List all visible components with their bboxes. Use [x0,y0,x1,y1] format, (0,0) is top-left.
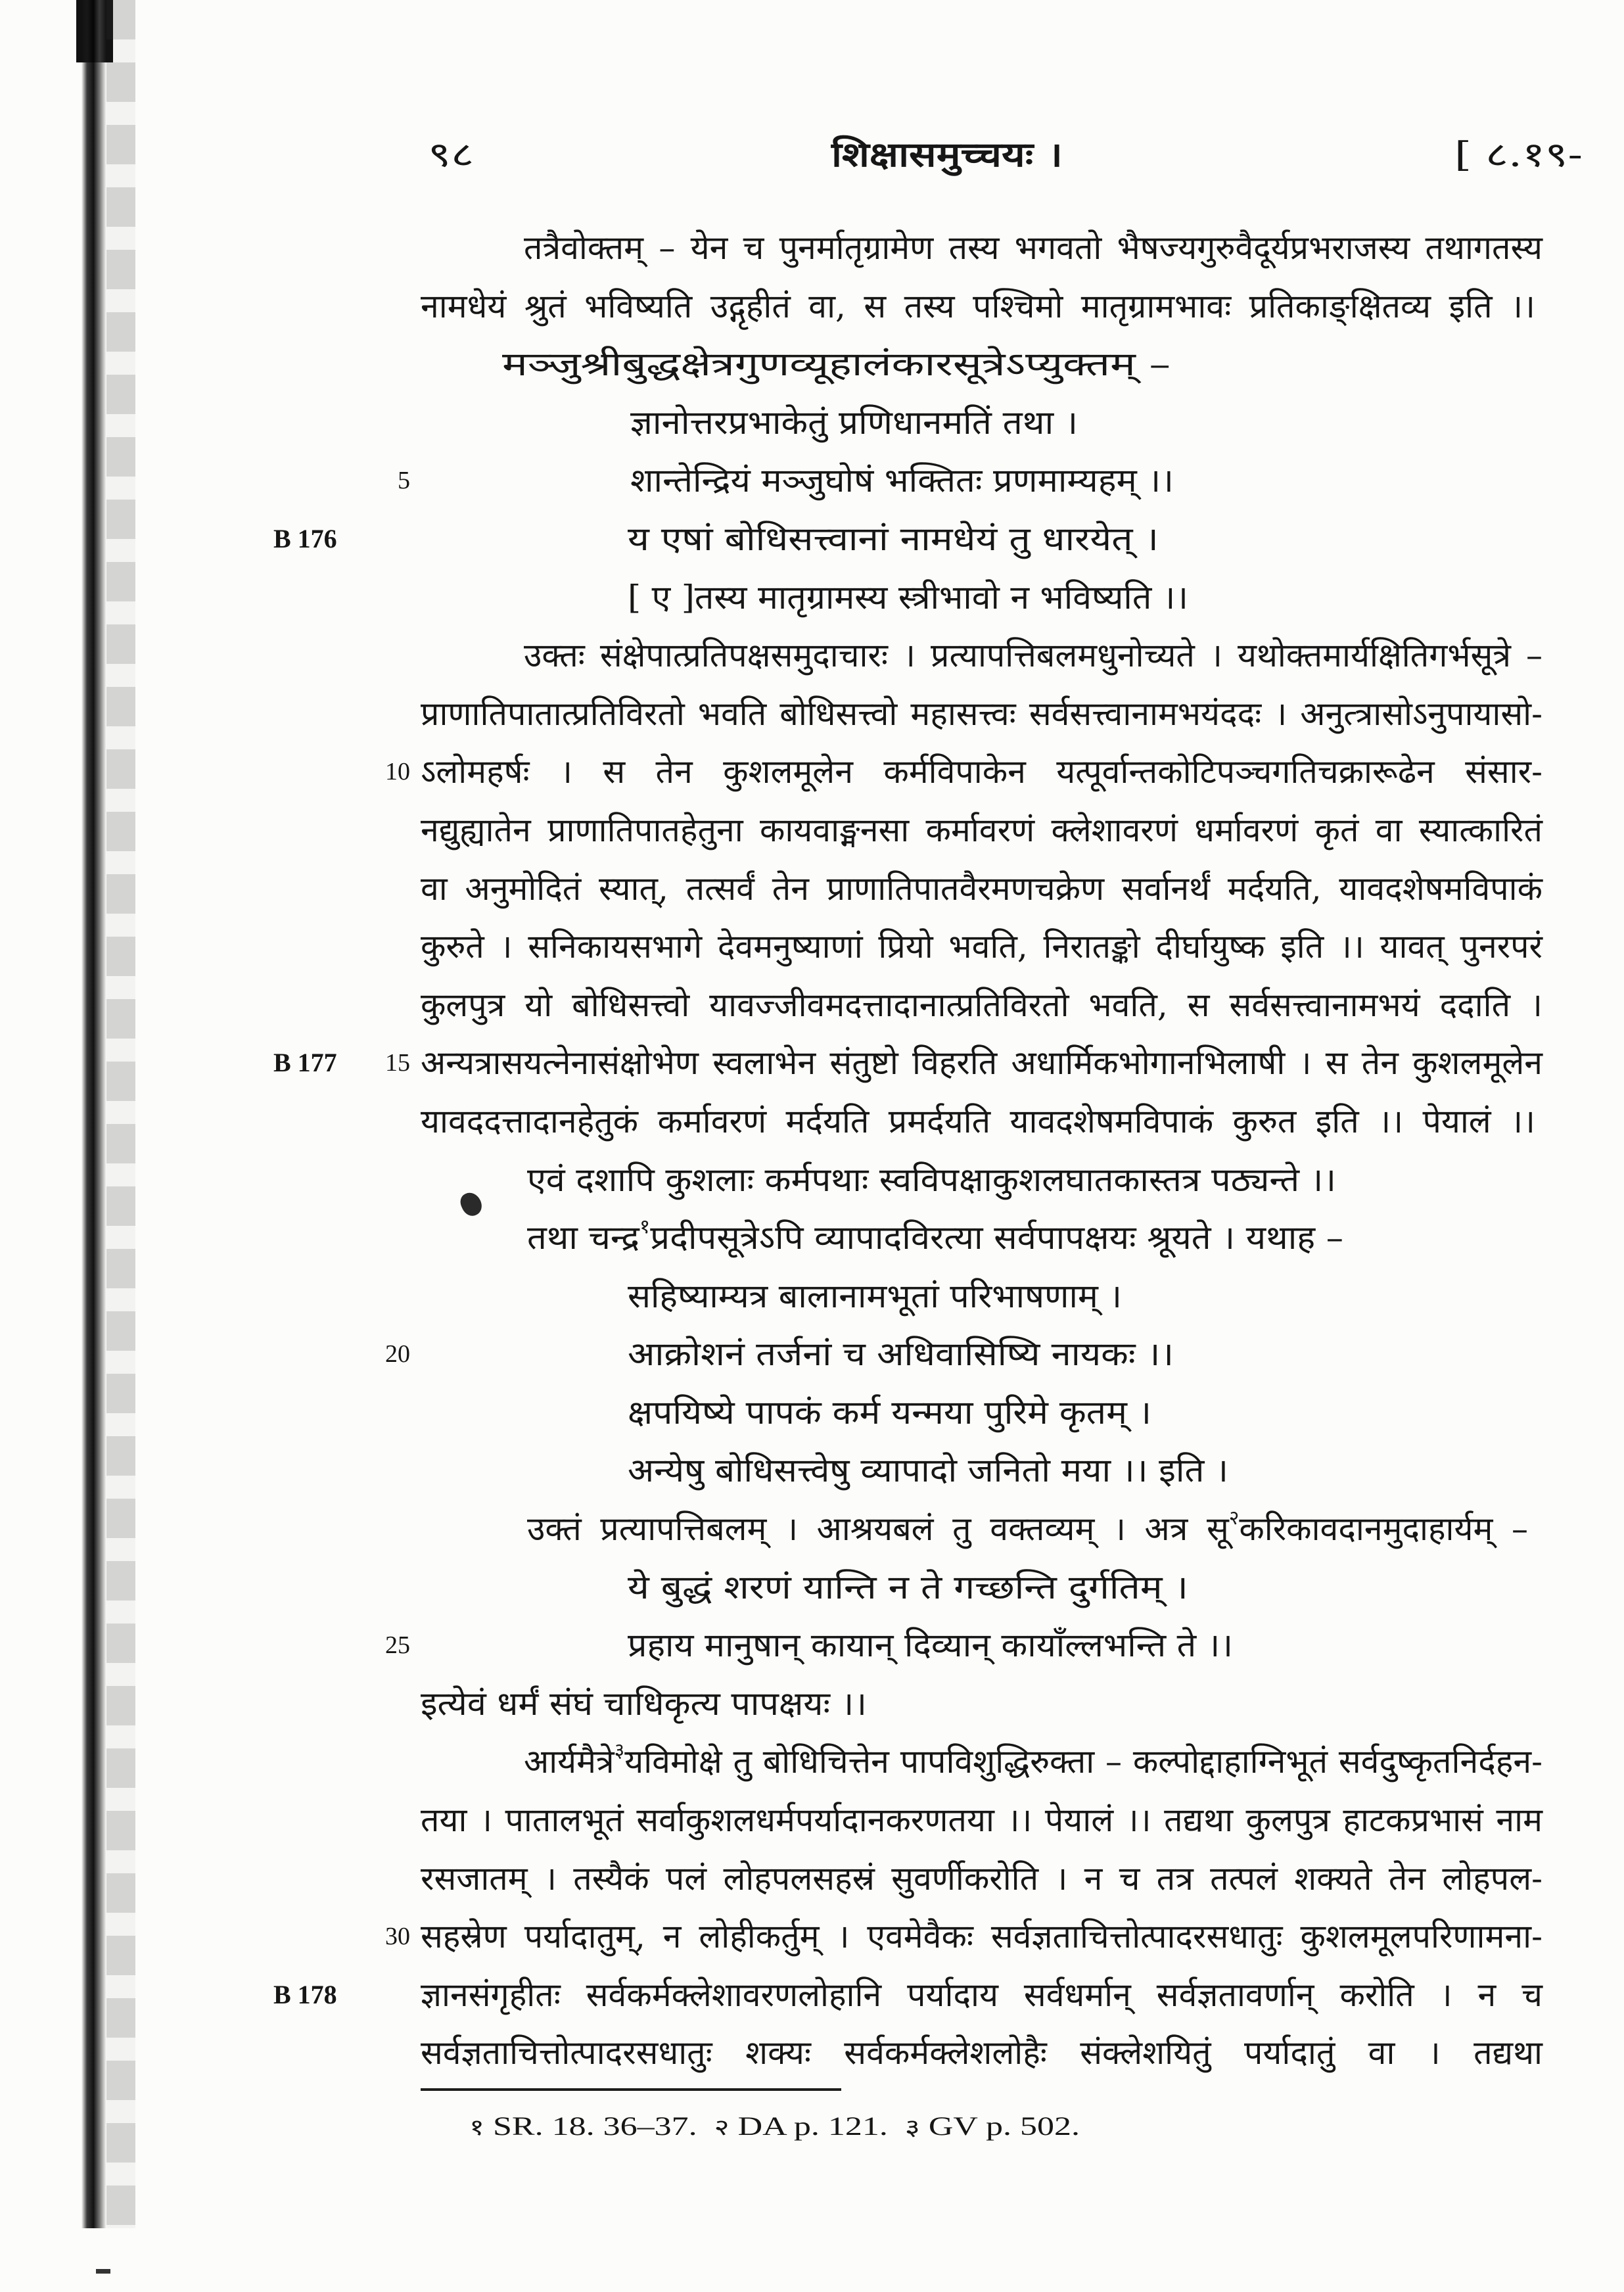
text-line [421,1675,1543,1733]
binding-streaks [106,0,135,2228]
line-text: इत्येवं धर्मं संघं चाधिकृत्य पापक्षयः ।। [421,1684,867,1723]
line-number: 25 [385,1631,410,1660]
verse-line [398,452,1543,510]
margin-page-ref: B 176 [273,523,337,553]
line-text: तत्रैवोक्तम् – येन च पुनर्मातृग्रामेण तस्य भगवतो भैषज्यगुरुवैदूर्यप्रभराजस्य तथागतस्य [524,229,1543,267]
line-text: आर्यमैत्रे$^३$यविमोक्षे तु बोधिचित्तेन पापविशुद्धिरुक्ता – कल्पोद्दाहाग्निभूतं सर्वदुष्कृतनिर्दहन- [524,1739,1543,1781]
text-line [421,1092,1543,1151]
footnote-marker: २ [1228,1507,1240,1530]
text-line [421,335,1543,394]
text-line [273,1966,1543,2024]
text-line [421,2024,1543,2082]
text-line [421,976,1543,1035]
line-text: सहिष्याम्यत्र बालानामभूतां परिभाषणाम् । [628,1276,1122,1315]
line-text: उक्तः संक्षेपात्प्रतिपक्षसमुदाचारः । प्रत्यापत्तिबलमधुनोच्यते । यथोक्तमार्यक्षितिगर्भसूत्रे – [524,636,1543,675]
footnotes [469,2097,1107,2155]
line-number: 5 [398,467,410,495]
line-text: [ ए ]तस्य मातृग्रामस्य स्त्रीभावो न भविष्यति ।। [628,578,1188,617]
line-text: एवं दशापि कुशलाः कर्मपथाः स्वविपक्षाकुशलघातकास्तत्र पठ्यन्ते ।। [527,1160,1336,1199]
footnote-marker: १ [639,1215,651,1239]
margin-page-ref: B 177 [273,1048,337,1078]
verse-line [273,510,1543,569]
text-line [421,918,1543,976]
line-text: क्षपयिष्ये पापकं कर्म यन्मया पुरिमे कृतम् । [628,1393,1151,1432]
verse-line [421,1267,1543,1326]
text-line [421,1791,1543,1850]
footnote-text: SR. 18. 36–37. [492,2111,697,2141]
text-line [273,1034,1543,1092]
line-text: प्रहाय मानुषान् कायान् दिव्यान् कायाँल्लभन्ति ते ।। [628,1626,1233,1665]
line-text: तथा चन्द्र$^१$प्रदीपसूत्रेऽपि व्यापादविरत्या सर्वपापक्षयः श्रूयते । यथाह – [527,1215,1343,1257]
footnote-rule [421,2088,841,2091]
verse-line [385,1616,1543,1675]
verse-line [421,1441,1543,1500]
line-number: 15 [385,1049,410,1077]
footnote-mark: ३ [904,2116,920,2140]
verse-line [421,1384,1543,1442]
text-line [421,219,1543,277]
footnote-marker: ३ [614,1739,625,1763]
footnote-text: DA p. 121. [737,2111,888,2141]
text-line [421,685,1543,743]
main-text [273,219,1543,2082]
text-line [421,860,1543,918]
line-text: ऽलोमहर्षः । स तेन कुशलमूलेन कर्मविपाकेन यत्पूर्वान्तकोटिपञ्चगतिचक्रारूढेन संसार- [421,753,1543,791]
line-text: शान्तेन्द्रियं मञ्जुघोषं भक्तितः प्रणमाम्यहम् ।। [630,461,1174,500]
line-text: तया । पातालभूतं सर्वाकुशलधर्मपर्यादानकरणतया ।। पेयालं ।। तद्यथा कुलपुत्र हाटकप्रभासं नाम [421,1801,1543,1840]
text-line [385,743,1543,801]
line-text: यावददत्तादानहेतुकं कर्मावरणं मर्दयति प्रमर्दयति यावदशेषमविपाकं कुरुत इति ।। पेयालं ।। [421,1102,1535,1140]
line-text: रसजातम् । तस्यैकं पलं लोहपलसहस्रं सुवर्णीकरोति । न च तत्र तत्पलं शक्यते तेन लोहपल- [421,1859,1543,1898]
line-text: अन्यत्रासयत्नेनासंक्षोभेण स्वलाभेन संतुष्टो विहरति अधार्मिकभोगानभिलाषी । स तेन कुशलमूलेन [421,1044,1543,1083]
line-text: आक्रोशनं तर्जनां च अधिवासिष्यि नायकः ।। [628,1335,1174,1374]
line-text: ज्ञानोत्तरप्रभाकेतुं प्रणिधानमतिं तथा । [630,403,1078,442]
text-line [421,1209,1543,1267]
text-line [385,1907,1543,1966]
footnote-mark: १ [469,2116,484,2140]
line-number: 30 [385,1923,410,1951]
line-text: वा अनुमोदितं स्यात्, तत्सर्वं तेन प्राणातिपातवैरमणचक्रेण सर्वानर्थं मर्दयति, यावदशेषमविपाकं [421,869,1543,908]
line-text: सर्वज्ञताचित्तोत्पादरसधातुः शक्यः सर्वकर्मक्लेशलोहैः संक्लेशयितुं पर्यादातुं वा । तद्यथा [421,2034,1543,2072]
line-text: य एषां बोधिसत्त्वानां नामधेयं तु धारयेत् । [628,519,1159,558]
line-number: 20 [385,1340,410,1368]
section-reference: [ ८.१९- [1454,135,1583,175]
text-line [421,277,1543,336]
text-line [421,626,1543,685]
text-line [421,801,1543,860]
verse-line [421,569,1543,627]
line-text: नामधेयं श्रुतं भविष्यति उद्गृहीतं वा, स तस्य पश्चिमो मातृग्रामभावः प्रतिकाङ्क्षितव्य इति ।। [421,287,1535,325]
footnote-mark: २ [714,2116,730,2140]
line-number: 10 [385,758,410,786]
text-line [421,1850,1543,1908]
binding-shadow [81,0,106,2228]
verse-line [421,1558,1543,1617]
running-title: शिक्षासमुच्चयः । [831,135,1063,175]
text-line [421,1733,1543,1791]
margin-page-ref: B 178 [273,1979,337,2009]
line-text: अन्येषु बोधिसत्त्वेषु व्यापादो जनितो मया ।। इति । [628,1451,1228,1490]
line-text: सहस्रेण पर्यादातुम्, न लोहीकर्तुम् । एवमेवैकः सर्वज्ञताचित्तोत्पादरसधातुः कुशलमूलपरिणामना- [421,1917,1543,1956]
footnote-text: GV p. 502. [928,2111,1080,2141]
scan-mark [96,2269,110,2274]
line-text: कुलपुत्र यो बोधिसत्त्वो यावज्जीवमदत्तादानात्प्रतिविरतो भवति, स सर्वसत्त्वानामभयं ददाति । [421,985,1543,1024]
line-text: उक्तं प्रत्यापत्तिबलम् । आश्रयबलं तु वक्तव्यम् । अत्र सू$^२$करिकावदानमुदाहार्यम् – [527,1507,1528,1549]
line-text: ये बुद्धं शरणं यान्ति न ते गच्छन्ति दुर्गतिम् । [628,1568,1188,1606]
running-page-number: ९८ [428,135,475,175]
verse-line [421,394,1543,452]
text-line [421,1151,1543,1209]
line-text: कुरुते । सनिकायसभागे देवमनुष्याणां प्रियो भवति, निरातङ्को दीर्घायुष्क इति ।। यावत् पुनरपरं [421,927,1543,966]
verse-line [385,1325,1543,1384]
text-line [421,1500,1543,1558]
line-text: ज्ञानसंगृहीतः सर्वकर्मक्लेशावरणलोहानि पर्यादाय सर्वधर्मान् सर्वज्ञतावर्णान् करोति । न च [421,1975,1543,2014]
binding-shadow-top [76,0,113,62]
line-text: प्राणातिपातात्प्रतिविरतो भवति बोधिसत्त्वो महासत्त्वः सर्वसत्त्वानामभयंददः । अनुत्त्रासोऽनुपायासो- [421,694,1543,733]
line-text: नद्युह्यातेन प्राणातिपातहेतुना कायवाङ्मनसा कर्मावरणं क्लेशावरणं धर्मावरणं कृतं वा स्यात्कारितं [421,810,1543,849]
line-text: मञ्जुश्रीबुद्धक्षेत्रगुणव्यूहालंकारसूत्रेऽप्युक्तम् – [502,345,1171,384]
